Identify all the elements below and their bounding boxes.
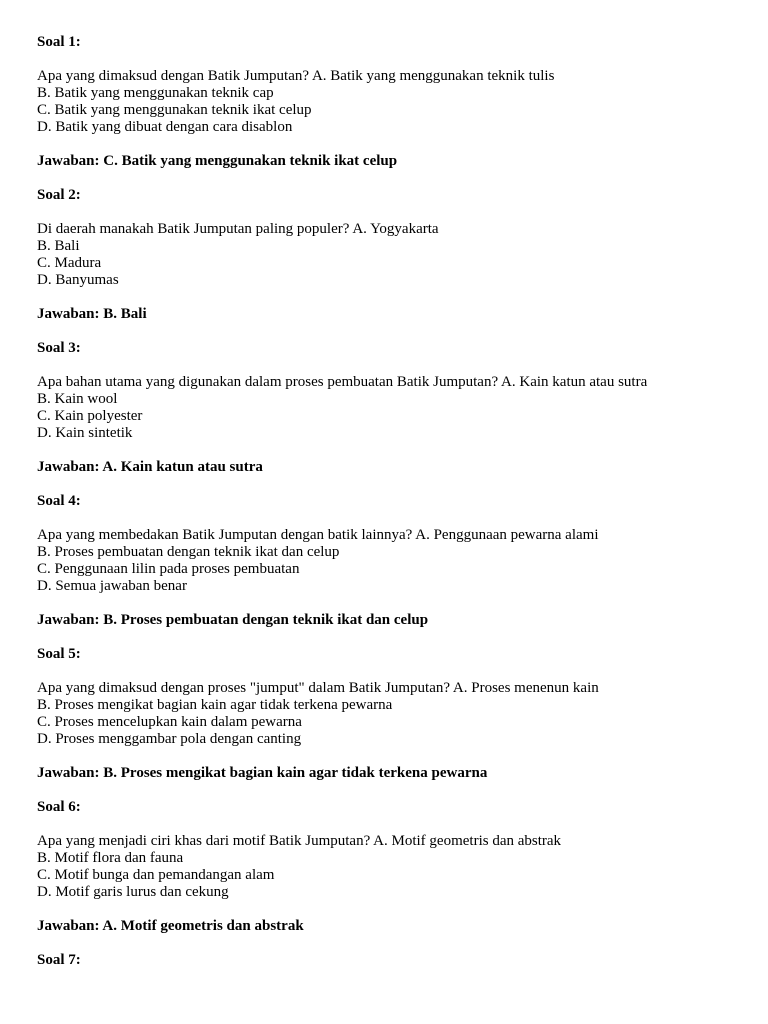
question-block	[37, 799, 768, 952]
question-block	[37, 493, 768, 646]
question-heading: Soal 5:	[37, 646, 81, 662]
answer-text: Jawaban: A. Motif geometris dan abstrak	[37, 918, 304, 934]
answer-text: Jawaban: C. Batik yang menggunakan teknik ikat celup	[37, 153, 398, 169]
answer-text: Jawaban: B. Proses pembuatan dengan teknik ikat dan celup	[37, 612, 429, 628]
question-heading: Soal 6:	[37, 799, 81, 815]
question-stem: Apa bahan utama yang digunakan dalam proses pembuatan Batik Jumputan? A. Kain katun atau sutra	[37, 374, 648, 390]
option-b: B. Kain wool	[37, 391, 118, 407]
question-heading: Soal 7:	[37, 952, 81, 968]
question-stem: Apa yang menjadi ciri khas dari motif Batik Jumputan? A. Motif geometris dan abstrak	[37, 833, 562, 849]
question-block	[37, 34, 768, 187]
option-c: C. Kain polyester	[37, 408, 143, 424]
question-heading: Soal 2:	[37, 187, 81, 203]
option-b: B. Proses pembuatan dengan teknik ikat dan celup	[37, 544, 340, 560]
option-c: C. Penggunaan lilin pada proses pembuatan	[37, 561, 300, 577]
question-block	[37, 340, 768, 493]
option-c: C. Proses mencelupkan kain dalam pewarna	[37, 714, 302, 730]
option-c: C. Motif bunga dan pemandangan alam	[37, 867, 275, 883]
option-b: B. Bali	[37, 238, 80, 254]
question-stem: Apa yang membedakan Batik Jumputan dengan batik lainnya? A. Penggunaan pewarna alami	[37, 527, 599, 543]
question-heading: Soal 1:	[37, 34, 81, 50]
question-block	[37, 952, 768, 969]
question-stem: Di daerah manakah Batik Jumputan paling populer? A. Yogyakarta	[37, 221, 439, 237]
question-stem: Apa yang dimaksud dengan proses "jumput" dalam Batik Jumputan? A. Proses menenun kain	[37, 680, 599, 696]
option-d: D. Proses menggambar pola dengan canting	[37, 731, 302, 747]
option-c: C. Batik yang menggunakan teknik ikat celup	[37, 102, 312, 118]
option-d: D. Semua jawaban benar	[37, 578, 187, 594]
answer-text: Jawaban: B. Proses mengikat bagian kain agar tidak terkena pewarna	[37, 765, 488, 781]
question-block	[37, 187, 768, 340]
answer-text: Jawaban: A. Kain katun atau sutra	[37, 459, 263, 475]
question-heading: Soal 4:	[37, 493, 81, 509]
option-c: C. Madura	[37, 255, 102, 271]
option-d: D. Batik yang dibuat dengan cara disablon	[37, 119, 293, 135]
option-b: B. Proses mengikat bagian kain agar tidak terkena pewarna	[37, 697, 393, 713]
question-block	[37, 646, 768, 799]
option-b: B. Motif flora dan fauna	[37, 850, 184, 866]
option-d: D. Banyumas	[37, 272, 119, 288]
option-b: B. Batik yang menggunakan teknik cap	[37, 85, 274, 101]
answer-text: Jawaban: B. Bali	[37, 306, 147, 322]
option-d: D. Kain sintetik	[37, 425, 133, 441]
question-heading: Soal 3:	[37, 340, 81, 356]
question-stem: Apa yang dimaksud dengan Batik Jumputan? A. Batik yang menggunakan teknik tulis	[37, 68, 555, 84]
option-d: D. Motif garis lurus dan cekung	[37, 884, 229, 900]
